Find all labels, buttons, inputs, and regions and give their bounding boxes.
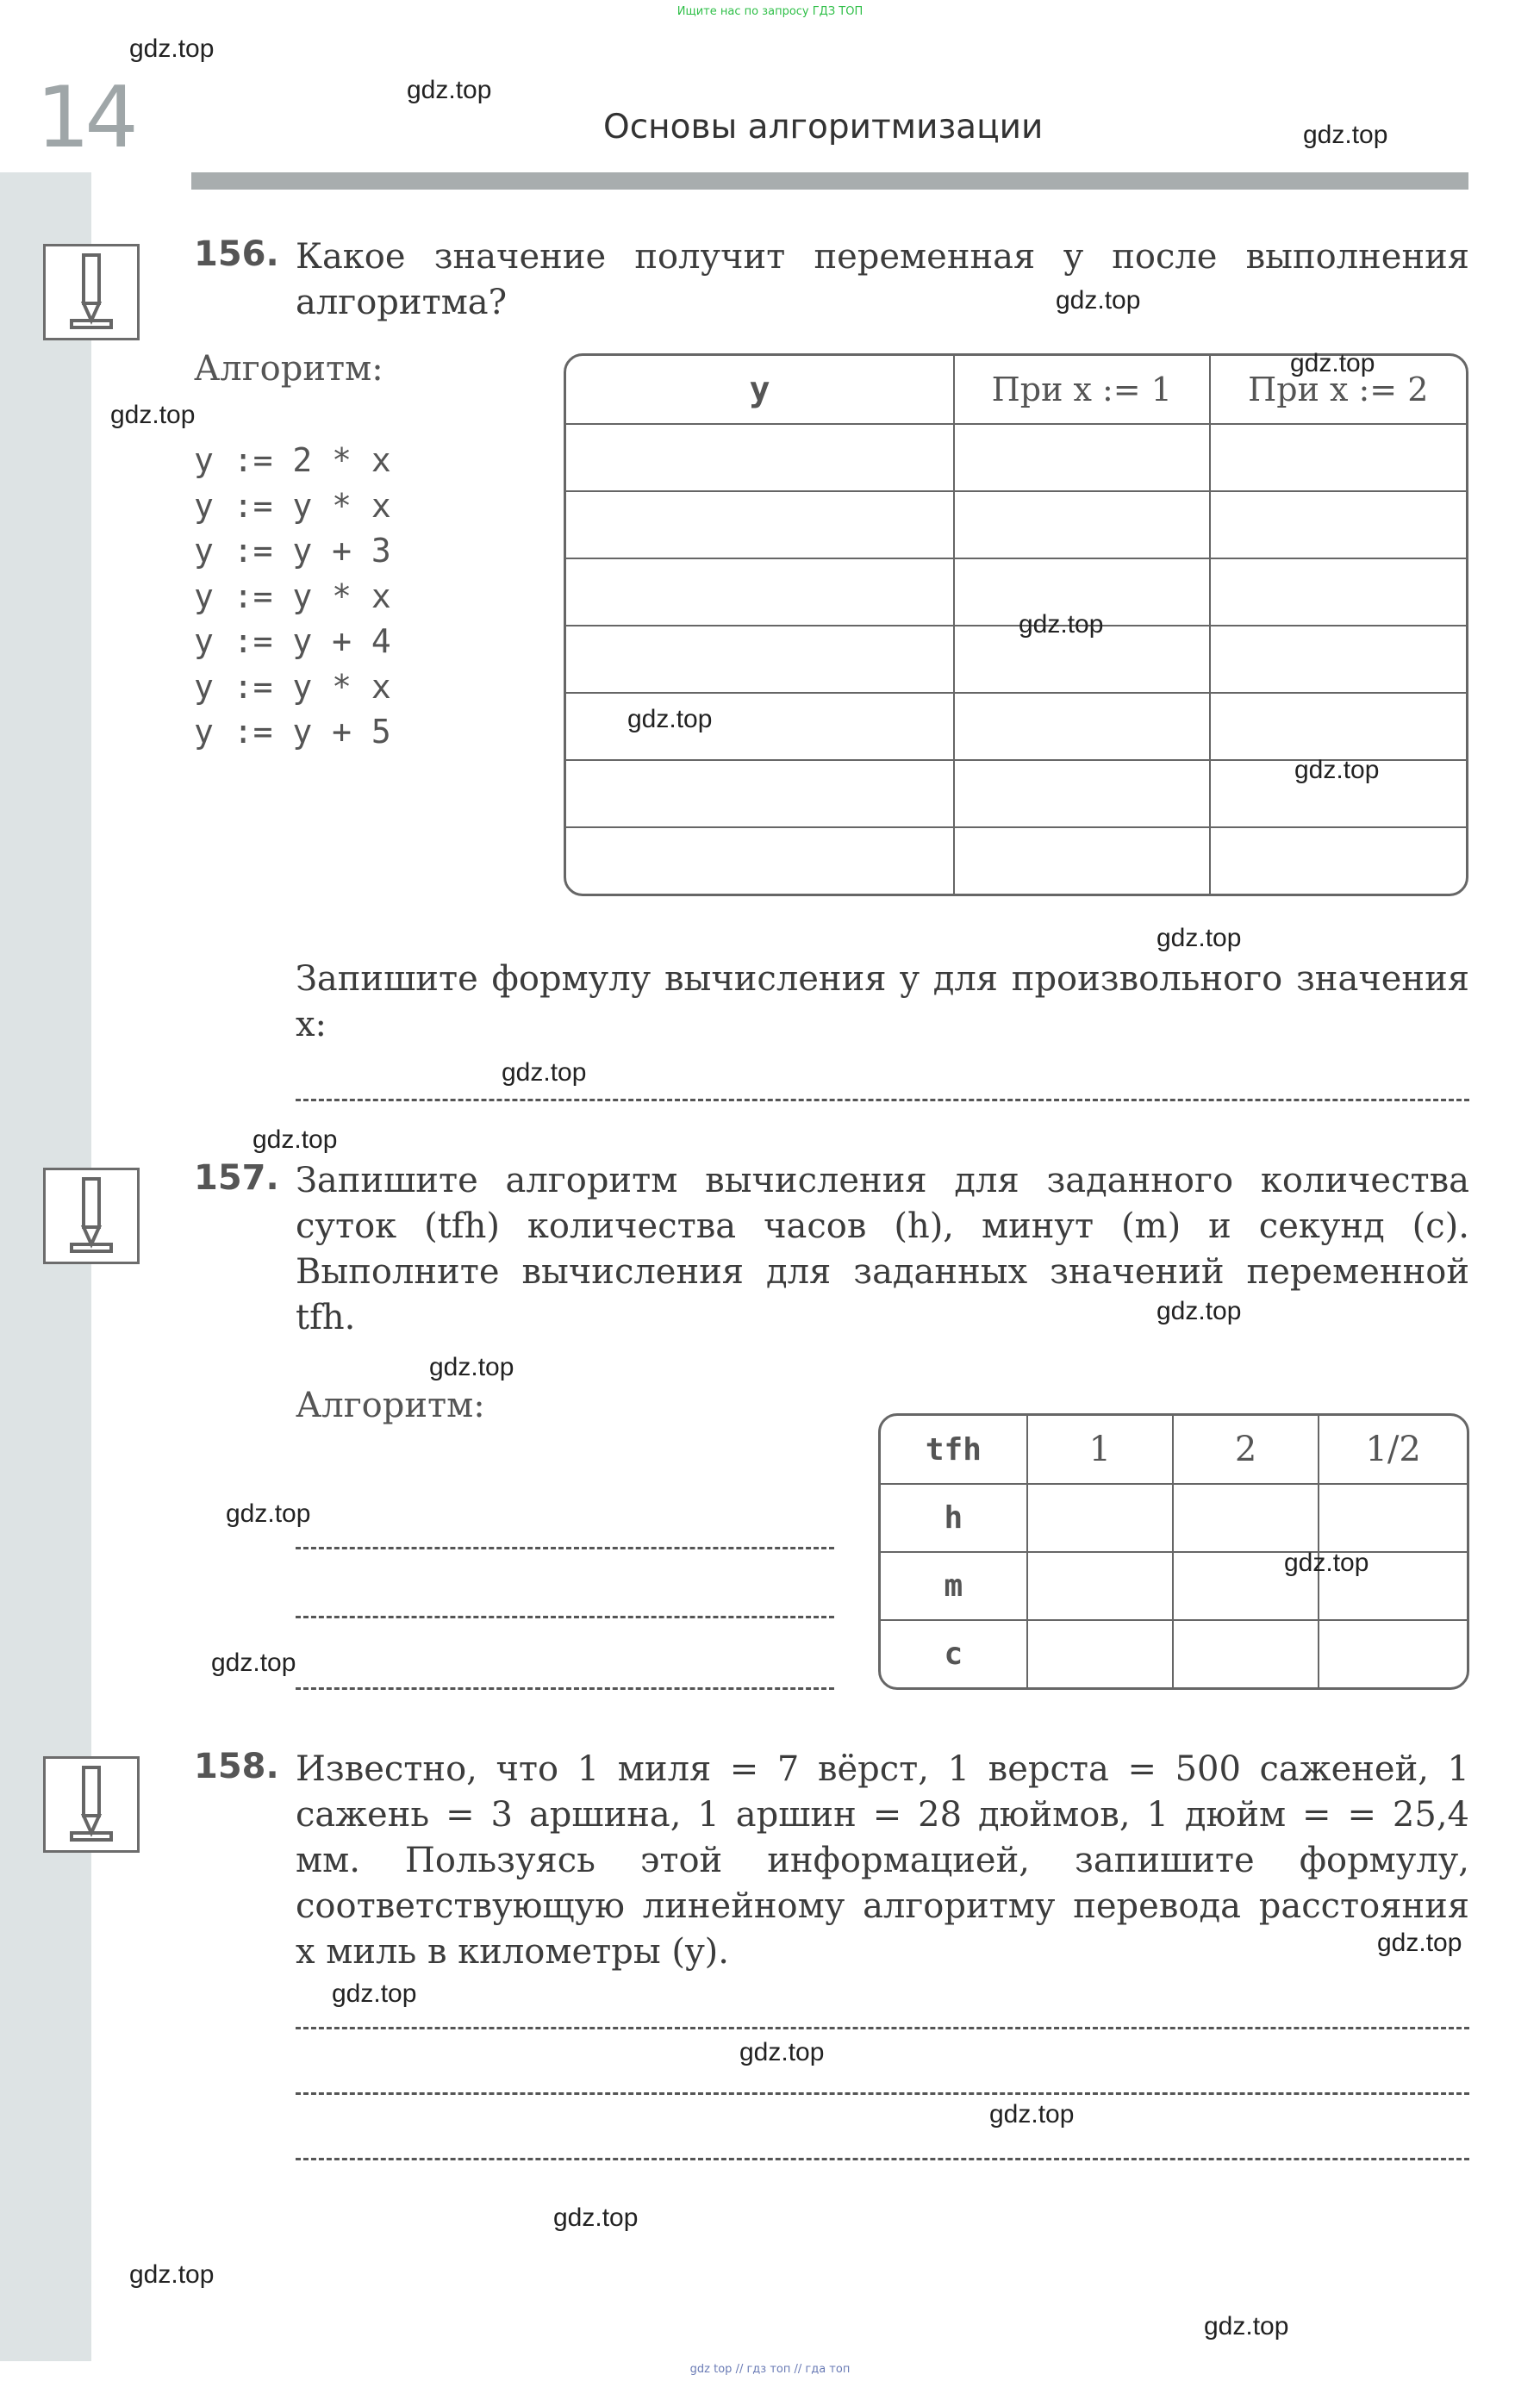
table-cell[interactable] xyxy=(1211,828,1467,894)
page-margin-band xyxy=(0,172,91,2361)
table-cell[interactable] xyxy=(1319,1485,1467,1553)
table-cell[interactable] xyxy=(566,828,955,894)
answer-line[interactable] xyxy=(296,2027,1469,2029)
table-cell[interactable] xyxy=(1319,1621,1467,1687)
watermark: gdz.top xyxy=(739,2038,825,2066)
watermark: gdz.top xyxy=(429,1353,514,1381)
task-156-question: Какое значение получит переменная y после выполнения алгоритма? xyxy=(296,237,1469,322)
bottom-tip: gdz top // гдз топ // гда топ xyxy=(689,2363,851,2376)
table-cell[interactable] xyxy=(955,761,1211,828)
header-rule xyxy=(191,172,1468,190)
watermark: gdz.top xyxy=(110,401,196,429)
table-header-x1: При x := 1 xyxy=(955,356,1211,425)
table-cell[interactable] xyxy=(566,761,955,828)
watermark: gdz.top xyxy=(627,705,713,733)
watermark: gdz.top xyxy=(553,2203,639,2232)
row-label-m: m xyxy=(881,1553,1028,1621)
watermark: gdz.top xyxy=(1157,1297,1242,1325)
table-cell[interactable] xyxy=(955,694,1211,761)
table-cell[interactable] xyxy=(1174,1621,1319,1687)
table-cell[interactable] xyxy=(955,828,1211,894)
table-header-x2: При x := 2 xyxy=(1211,356,1467,425)
watermark: gdz.top xyxy=(129,34,215,63)
page-title: Основы алгоритмизации xyxy=(603,108,1044,146)
table-cell[interactable] xyxy=(1211,559,1467,626)
watermark: gdz.top xyxy=(1157,924,1242,952)
table-header-half: 1/2 xyxy=(1319,1416,1467,1485)
task-157-algorithm-label: Алгоритм: xyxy=(296,1386,485,1425)
watermark: gdz.top xyxy=(1019,610,1104,639)
watermark: gdz.top xyxy=(253,1125,338,1154)
task-158-number: 158. xyxy=(194,1747,279,1786)
answer-line[interactable] xyxy=(296,2092,1469,2095)
watermark: gdz.top xyxy=(1204,2312,1289,2340)
write-task-icon xyxy=(43,1168,140,1264)
table-cell[interactable] xyxy=(1028,1553,1174,1621)
table-cell[interactable] xyxy=(1211,425,1467,492)
watermark: gdz.top xyxy=(502,1058,587,1087)
algorithm-line: y := y * x xyxy=(194,486,391,525)
task-156-formula-prompt: Запишите формулу вычисления y для произвольного значения x: xyxy=(296,959,1469,1044)
watermark: gdz.top xyxy=(1377,1929,1462,1957)
watermark: gdz.top xyxy=(226,1499,311,1528)
answer-line[interactable] xyxy=(296,1099,1469,1101)
watermark: gdz.top xyxy=(332,1979,417,2008)
table-cell[interactable] xyxy=(1028,1485,1174,1553)
table-cell[interactable] xyxy=(955,425,1211,492)
table-header-2: 2 xyxy=(1174,1416,1319,1485)
algorithm-line: y := y * x xyxy=(194,667,391,706)
watermark: gdz.top xyxy=(1056,286,1141,315)
task-156-trace-table xyxy=(564,353,1468,896)
table-cell[interactable] xyxy=(566,694,955,761)
table-row xyxy=(881,1621,1467,1687)
top-tip: Ищите нас по запросу ГДЗ ТОП xyxy=(676,5,864,18)
table-row xyxy=(881,1485,1467,1553)
watermark: gdz.top xyxy=(129,2260,215,2289)
watermark: gdz.top xyxy=(407,76,492,104)
table-row xyxy=(566,626,1466,694)
table-row xyxy=(881,1553,1467,1621)
table-cell[interactable] xyxy=(566,492,955,559)
page-number: 14 xyxy=(36,69,134,167)
watermark: gdz.top xyxy=(211,1649,296,1677)
table-header-tfh: tfh xyxy=(881,1416,1028,1485)
table-header-1: 1 xyxy=(1028,1416,1174,1485)
answer-line[interactable] xyxy=(296,1687,834,1690)
table-cell[interactable] xyxy=(1211,492,1467,559)
table-cell[interactable] xyxy=(1028,1621,1174,1687)
row-label-c: c xyxy=(881,1621,1028,1687)
table-header-y: y xyxy=(566,356,955,425)
task-158-question: Известно, что 1 миля = 7 вёрст, 1 верста = 500 саженей, 1 сажень = 3 аршина, 1 аршин = 28 дюймов, 1 дюйм = = 25,4 мм. Пользуясь этой информацией, запишите формулу, соответствующую линейному алгоритму перевода расстояния x миль в километры (y). xyxy=(296,1749,1469,1972)
table-cell[interactable] xyxy=(955,492,1211,559)
write-task-icon xyxy=(43,1756,140,1853)
watermark: gdz.top xyxy=(1294,756,1380,784)
table-cell[interactable] xyxy=(1211,626,1467,694)
table-cell[interactable] xyxy=(1174,1485,1319,1553)
table-row xyxy=(566,492,1466,559)
write-task-icon xyxy=(43,244,140,340)
answer-line[interactable] xyxy=(296,2158,1469,2160)
algorithm-line: y := 2 * x xyxy=(194,441,391,479)
table-cell[interactable] xyxy=(566,559,955,626)
task-157-results-table xyxy=(878,1413,1469,1690)
task-156-algorithm-label: Алгоритм: xyxy=(194,349,383,389)
task-156-algorithm xyxy=(194,438,391,755)
table-row xyxy=(566,425,1466,492)
answer-line[interactable] xyxy=(296,1616,834,1618)
task-156-number: 156. xyxy=(194,234,279,274)
table-row xyxy=(566,559,1466,626)
algorithm-line: y := y * x xyxy=(194,577,391,615)
watermark: gdz.top xyxy=(1303,121,1388,149)
table-cell[interactable] xyxy=(566,425,955,492)
task-157-number: 157. xyxy=(194,1158,279,1198)
table-cell[interactable] xyxy=(1211,694,1467,761)
algorithm-line: y := y + 5 xyxy=(194,713,391,751)
algorithm-line: y := y + 4 xyxy=(194,622,391,660)
row-label-h: h xyxy=(881,1485,1028,1553)
watermark: gdz.top xyxy=(1290,349,1375,377)
algorithm-line: y := y + 3 xyxy=(194,532,391,570)
answer-line[interactable] xyxy=(296,1547,834,1549)
table-cell[interactable] xyxy=(566,626,955,694)
watermark: gdz.top xyxy=(989,2100,1075,2129)
task-157-question: Запишите алгоритм вычисления для заданного количества суток (tfh) количества часов (h), минут (m) и секунд (c). Выполните вычисления для заданных значений переменной tfh. xyxy=(296,1161,1469,1337)
watermark: gdz.top xyxy=(1284,1549,1369,1577)
table-row xyxy=(566,828,1466,894)
